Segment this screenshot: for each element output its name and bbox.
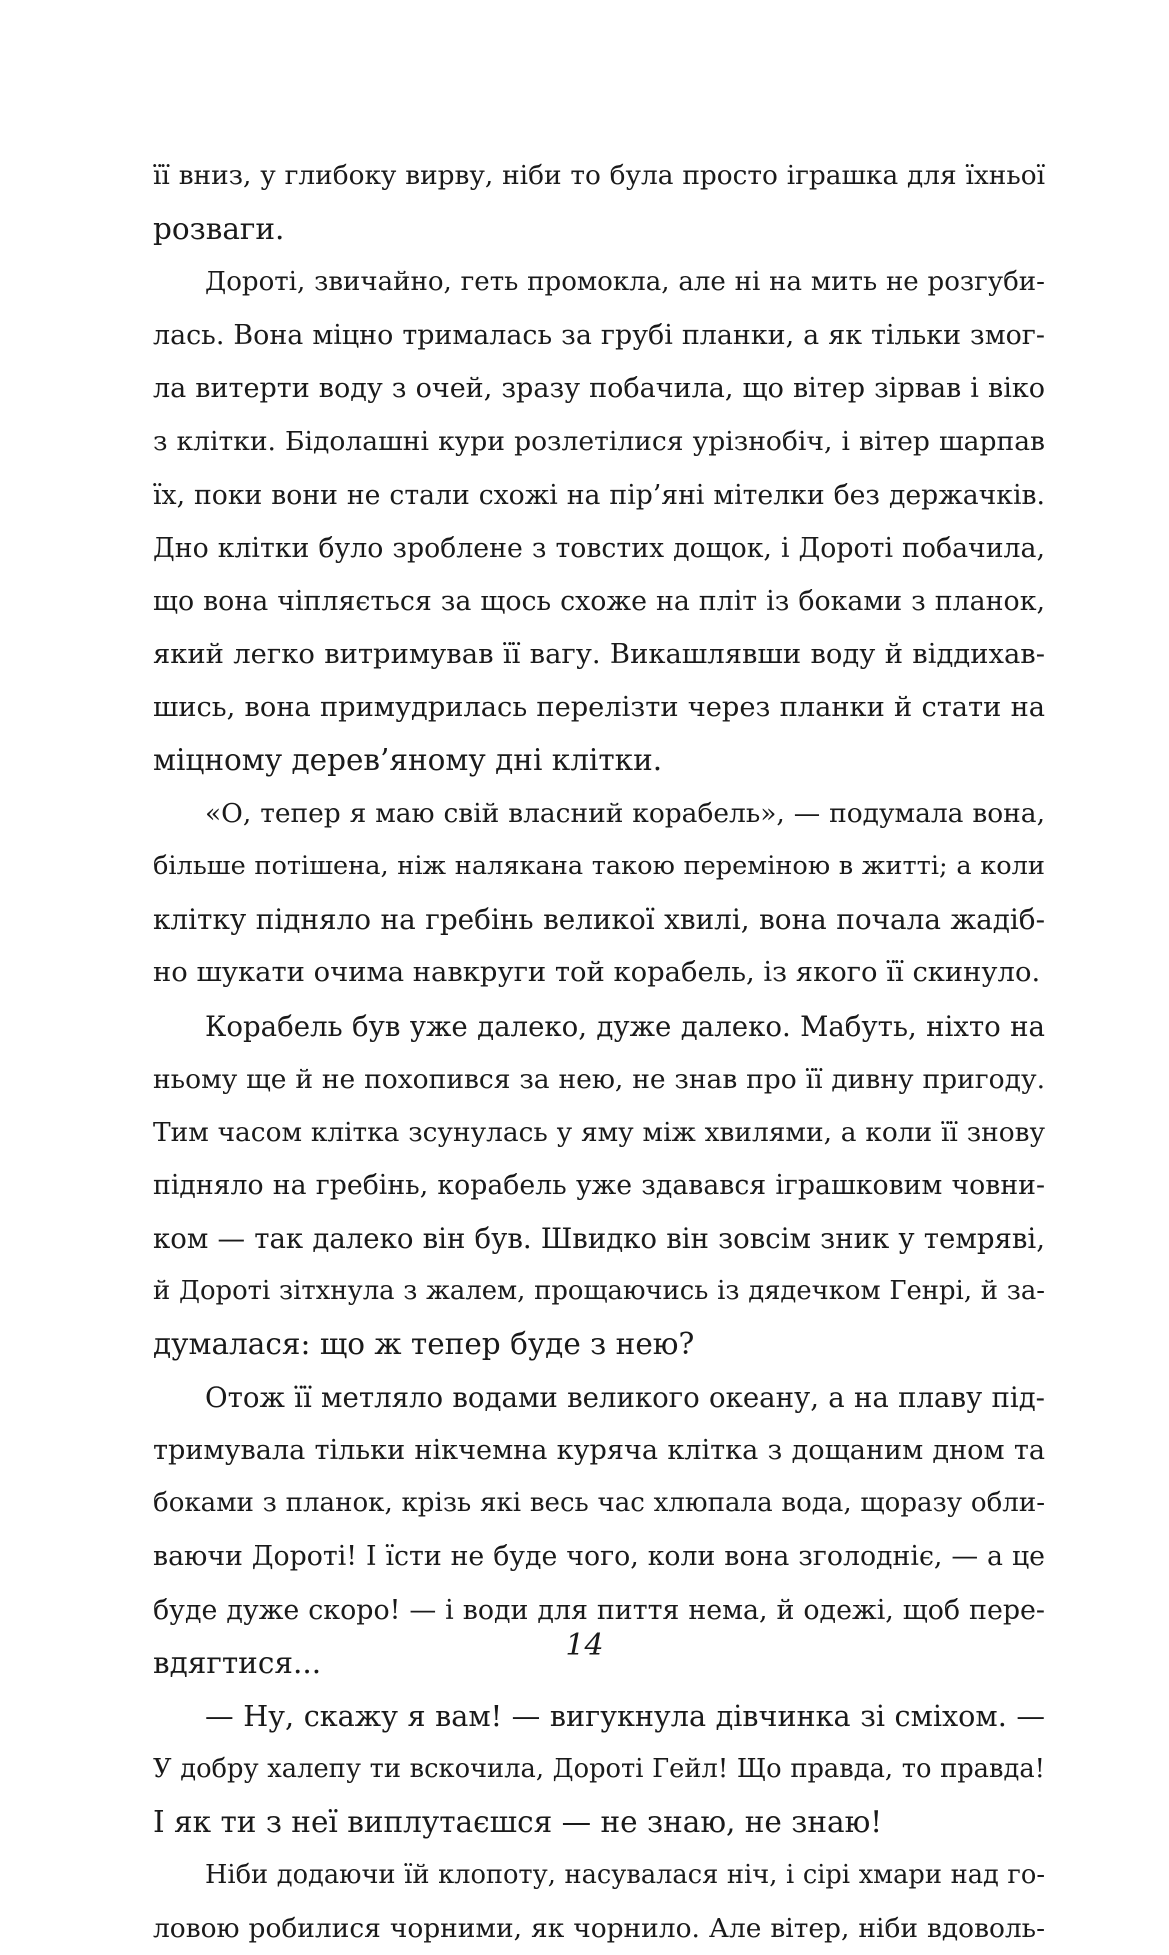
text-line: Тим часом клітка зсунулась у яму між хвилями, а коли її знову [153, 1116, 1045, 1148]
text-line: ком — так далеко він був. Швидко він зовсім зник у темряві, [153, 1221, 1045, 1255]
text-line: міцному дерев’яному дні клітки. [153, 743, 663, 778]
body-text [153, 150, 1045, 1955]
text-line: ловою робилися чорними, як чорнило. Але вітер, ніби вдоволь- [153, 1913, 1045, 1945]
text-line: У добру халепу ти вскочила, Дороті Гейл! Що правда, то правда! [153, 1753, 1045, 1784]
text-line: думалася: що ж тепер буде з нею? [153, 1327, 695, 1362]
text-line: буде дуже скоро! — і води для пиття нема, й одежі, щоб пере- [153, 1594, 1045, 1626]
text-line: що вона чіпляється за щось схоже на пліт із боками з планок, [153, 585, 1045, 617]
text-line: «О, тепер я маю свій власний корабель», — подумала вона, [205, 798, 1045, 830]
text-line: І як ти з неї виплутаєшся — не знаю, не знаю! [153, 1804, 883, 1839]
text-line: клітку підняло на гребінь великої хвилі, вона почала жадіб- [153, 903, 1045, 937]
text-line: її вниз, у глибоку вирву, ніби то була просто іграшка для їхньої [153, 161, 1045, 191]
text-line: боками з планок, крізь які весь час хлюпала вода, щоразу обли- [153, 1488, 1045, 1519]
text-line: Дно клітки було зроблене з товстих дощок, і Дороті побачила, [153, 532, 1045, 564]
text-line: лась. Вона міцно трималась за грубі планки, а як тільки змог- [153, 320, 1045, 352]
text-line: — Ну, скажу я вам! — вигукнула дівчинка зі сміхом. — [205, 1698, 1045, 1733]
text-line: який легко витримував її вагу. Викашлявши воду й віддихав- [153, 638, 1045, 670]
text-line: розваги. [153, 212, 285, 247]
text-line: вдягтися... [153, 1645, 322, 1680]
text-line: Корабель був уже далеко, дуже далеко. Мабуть, ніхто на [205, 1009, 1045, 1043]
text-line: більше потішена, ніж налякана такою переміною в житті; а коли [153, 851, 1045, 882]
text-line: ла витерти воду з очей, зразу побачила, що вітер зірвав і віко [153, 373, 1045, 405]
text-line: з клітки. Бідолашні кури розлетілися урізнобіч, і вітер шарпав [153, 426, 1045, 458]
text-line: ваючи Дороті! І їсти не буде чого, коли вона зголодніє, — а це [153, 1541, 1045, 1573]
text-line: Отож її метляло водами великого океану, а на плаву під- [205, 1381, 1045, 1415]
text-line: й Дороті зітхнула з жалем, прощаючись із дядечком Генрі, й за- [153, 1275, 1045, 1306]
text-line: їх, поки вони не стали схожі на пір’яні мітелки без держачків. [153, 479, 1045, 511]
text-line: шись, вона примудрилась перелізти через планки й стати на [153, 691, 1045, 723]
text-line: тримувала тільки нікчемна куряча клітка з дощаним дном та [153, 1435, 1045, 1467]
text-line: Дороті, звичайно, геть промокла, але ні на мить не розгуби- [205, 267, 1045, 298]
page-number: 14 [565, 1628, 604, 1663]
text-line: но шукати очима навкруги той корабель, із якого її скинуло. [153, 957, 1041, 989]
text-line: ньому ще й не похопився за нею, не знав про її дивну пригоду. [153, 1063, 1045, 1095]
text-line: Ніби додаючи їй клопоту, насувалася ніч, і сірі хмари над го- [205, 1860, 1045, 1890]
text-line: підняло на гребінь, корабель уже здавався іграшковим човни- [153, 1169, 1045, 1201]
